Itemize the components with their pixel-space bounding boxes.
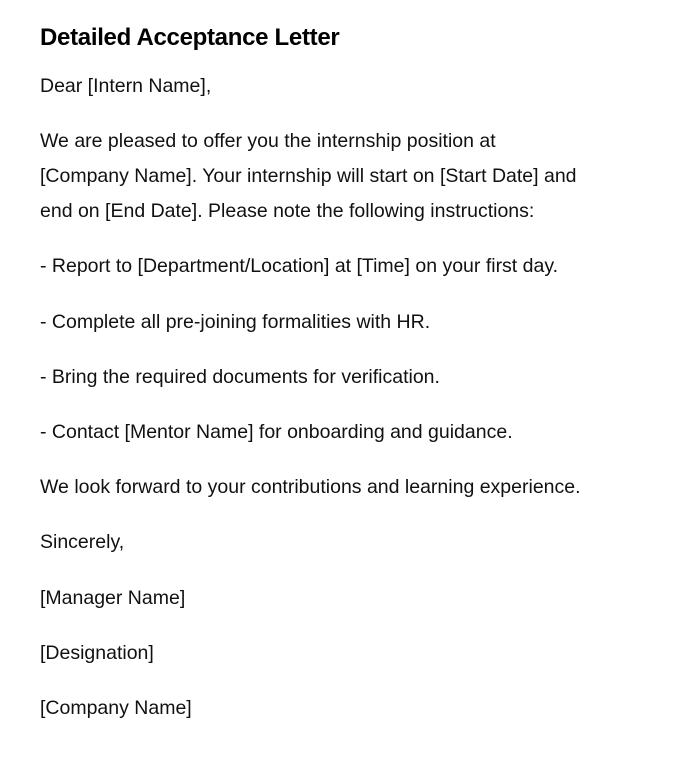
sign-off: Sincerely, <box>40 531 125 553</box>
instruction-item: - Complete all pre-joining formalities with HR. <box>40 311 431 333</box>
signature-company: [Company Name] <box>40 697 192 719</box>
instruction-item: - Report to [Department/Location] at [Time] on your first day. <box>40 255 559 277</box>
intro-line-3: end on [End Date]. Please note the following instructions: <box>40 200 535 222</box>
closing-line: We look forward to your contributions and learning experience. <box>40 476 581 498</box>
signature-designation: [Designation] <box>40 642 154 664</box>
document-title: Detailed Acceptance Letter <box>40 24 340 51</box>
salutation: Dear [Intern Name], <box>40 75 212 97</box>
intro-line-2: [Company Name]. Your internship will start on [Start Date] and <box>40 165 577 187</box>
instruction-item: - Contact [Mentor Name] for onboarding and guidance. <box>40 421 513 443</box>
signature-name: [Manager Name] <box>40 587 186 609</box>
instruction-item: - Bring the required documents for verification. <box>40 366 440 388</box>
intro-line-1: We are pleased to offer you the internship position at <box>40 130 496 152</box>
